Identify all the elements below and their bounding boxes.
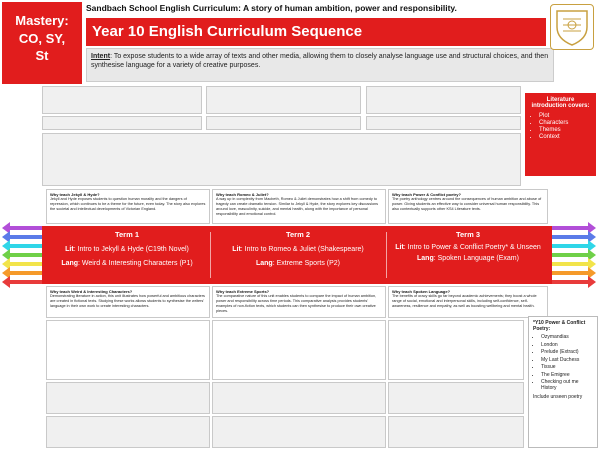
poem-item: • Checking out me History <box>541 379 593 391</box>
poetry-title: *Y10 Power & Conflict Poetry: <box>533 320 586 332</box>
why-text: Demonstrating literature in action, this unit illustrates how powerful and ambitious characters are created in fictional texts. Studying these works allows students to synthesise the writers' language in their own work to create interesting characters. <box>50 294 205 309</box>
term-1 <box>48 226 206 284</box>
arrows-right-icon <box>550 222 598 288</box>
poetry-list <box>541 334 593 391</box>
term-name: Term 1 <box>114 230 140 239</box>
term-name: Term 3 <box>455 230 481 239</box>
literature-item: • Context <box>539 134 592 140</box>
term-lang: Lang: Spoken Language (Exam) <box>417 255 519 262</box>
school-crest-icon <box>550 4 594 50</box>
why-text: The benefits of oracy skills go far beyond academic achievements; they boost a whole range of social, emotional and interpersonal skills, including self-confidence, self-awareness, resilience and empathy, as well as boosting wellbeing and mental health. <box>392 294 537 309</box>
intent-text: : To expose students to a wide array of texts and other media, allowing them to closely analyse language use and structural choices, and then synthesise language for a variety of creative purposes. <box>91 53 549 70</box>
term-lit: Lit: Intro to Jekyll & Hyde (C19th Novel) <box>65 246 189 253</box>
why-extreme-sports <box>212 286 386 318</box>
why-title: Why teach Power & Conflict poetry? <box>392 192 461 197</box>
poem-item: • Prelude (Extract) <box>541 349 593 355</box>
page-title: Year 10 English Curriculum Sequence <box>86 18 546 46</box>
mastery-box <box>2 2 82 84</box>
poetry-note: Include unseen poetry <box>533 394 583 400</box>
why-text: Jekyll and Hyde exposes students to question human morality and the dangers of repression, which continues to be a theme for the future, even today. The story also explores the societal and intellectual developments of Victorian England. <box>50 197 206 212</box>
top-card-4 <box>42 116 202 130</box>
curriculum-links-term-1 <box>46 320 210 380</box>
why-text: A way up in complexity from Macbeth, Romeo & Juliet demonstrates how a shift from comedy to tragedy can create dramatic tension. Similar to Jekyll & Hyde, the story explores key discussions around love, masculinity, suicide, and mental health, along with the importance of personal responsibility and emotional control. <box>216 197 379 216</box>
curriculum-links-top <box>42 133 521 186</box>
teaching-box-4 <box>46 416 210 448</box>
teaching-box-6 <box>388 416 524 448</box>
literature-item: • Themes <box>539 127 592 133</box>
why-title: Why teach Weird & Interesting Characters? <box>50 289 133 294</box>
why-text: The poetry anthology centres around the consequences of human ambition and abuse of power. Giving students an effective way to consider universal human responsibility. This also contextually supports other KS4 Literature texts. <box>392 197 542 212</box>
poem-item: • Tissue <box>541 364 593 370</box>
term-lit: Lit: Intro to Romeo & Juliet (Shakespeare) <box>232 246 364 253</box>
term-lit: Lit: Intro to Power & Conflict Poetry* & Unseen <box>395 244 541 251</box>
intent-box <box>86 48 554 82</box>
intent-label: Intent <box>91 53 111 60</box>
poetry-panel <box>528 316 598 448</box>
term-lang: Lang: Weird & Interesting Characters (P1) <box>61 260 193 267</box>
teaching-box-3 <box>388 382 524 414</box>
literature-item: • Plot <box>539 113 592 119</box>
why-power-conflict <box>388 189 548 224</box>
literature-panel <box>525 93 596 176</box>
why-title: Why teach Jekyll & Hyde? <box>50 192 100 197</box>
why-spoken-language <box>388 286 548 318</box>
teaching-box-2 <box>212 382 386 414</box>
school-subtitle: Sandbach School English Curriculum: A story of human ambition, power and responsibility. <box>86 3 457 13</box>
why-title: Why teach Romeo & Juliet? <box>216 192 269 197</box>
literature-panel-title: Literature introduction covers: <box>531 97 590 109</box>
term-2 <box>212 226 384 284</box>
why-romeo-juliet <box>212 189 386 224</box>
top-card-3 <box>366 86 521 114</box>
why-title: Why teach Extreme Sports? <box>216 289 270 294</box>
poem-item: • My Last Duchess <box>541 357 593 363</box>
literature-item: • Characters <box>539 120 592 126</box>
mastery-line2: St <box>35 48 49 64</box>
top-card-6 <box>366 116 521 130</box>
why-weird-characters <box>46 286 210 318</box>
mastery-line1: CO, SY, <box>18 30 66 46</box>
why-text: The comparative nature of this unit enables students to compare the impact of human ambition, power and responsibility across time periods. This comparative analysis provides students' examples of non-fiction texts, which students can then synthesise to produce their own creative pieces. <box>216 294 377 313</box>
literature-list <box>539 113 592 140</box>
arrows-left-icon <box>0 222 48 288</box>
mastery-label: Mastery: <box>15 13 69 28</box>
top-card-2 <box>206 86 361 114</box>
poem-item: • London <box>541 342 593 348</box>
curriculum-links-term-2 <box>212 320 386 380</box>
teaching-box-1 <box>46 382 210 414</box>
poem-item: • The Emigree <box>541 372 593 378</box>
teaching-box-5 <box>212 416 386 448</box>
term-lang: Lang: Extreme Sports (P2) <box>255 260 341 267</box>
poem-item: • Ozymandias <box>541 334 593 340</box>
curriculum-links-term-3 <box>388 320 524 380</box>
term-divider <box>210 232 211 278</box>
why-title: Why teach Spoken Language? <box>392 289 451 294</box>
top-card-5 <box>206 116 361 130</box>
term-divider <box>386 232 387 278</box>
why-jekyll-hyde <box>46 189 210 224</box>
term-name: Term 2 <box>285 230 311 239</box>
top-card-1 <box>42 86 202 114</box>
term-3 <box>388 226 548 284</box>
